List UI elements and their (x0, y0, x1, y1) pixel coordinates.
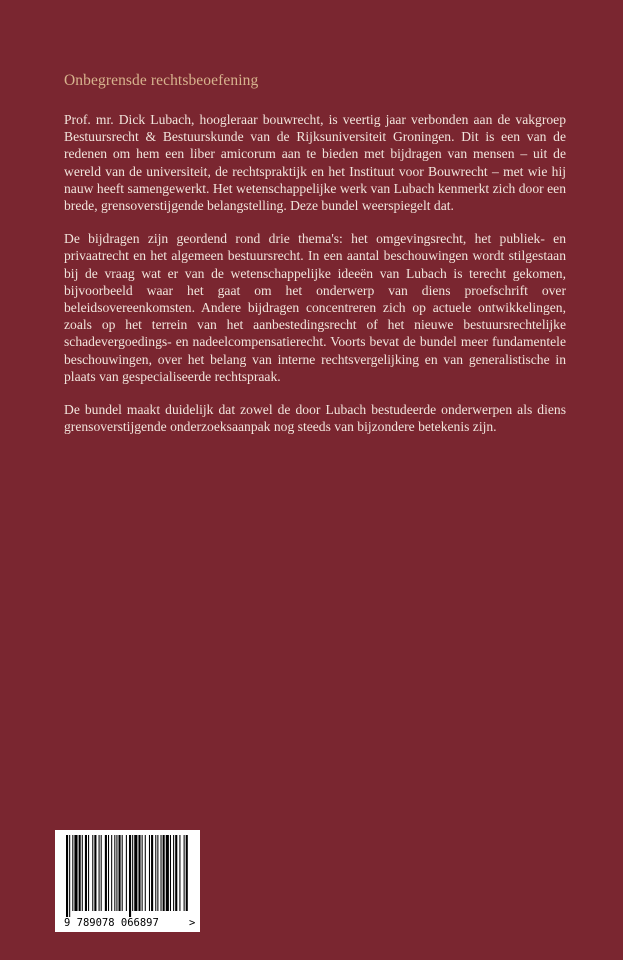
barcode-bar (72, 835, 73, 911)
barcode-bar (116, 835, 117, 911)
barcode-bar (151, 835, 153, 911)
barcode-bar (122, 835, 123, 911)
cover-title: Onbegrensde rechtsbeoefening (64, 72, 259, 89)
isbn-barcode (55, 830, 200, 932)
barcode-graphic (55, 830, 200, 932)
barcode-bar (79, 835, 81, 911)
barcode-bar (134, 835, 137, 911)
barcode-bar (111, 835, 112, 911)
barcode-bar (108, 835, 109, 911)
barcode-bar (186, 835, 188, 911)
barcode-bar (149, 835, 150, 911)
barcode-bar (170, 835, 171, 911)
barcode-bar (129, 835, 131, 917)
blurb-paragraph-3: De bundel maakt duidelijk dat zowel de door Lubach bestudeerde onderwerpen als diens grensoverstijgende onderzoeksaanpak nog steeds van bijzondere betekenis zijn. (64, 402, 566, 435)
barcode-digits: 9 789078 066897 (64, 917, 159, 929)
barcode-bar (101, 835, 102, 911)
barcode-bar (82, 835, 83, 911)
blurb (64, 111, 566, 451)
barcode-bar (142, 835, 143, 911)
barcode-bar (114, 835, 115, 911)
barcode-bar (66, 835, 68, 917)
barcode-bar (175, 835, 177, 911)
barcode-bar (166, 835, 169, 911)
barcode-bar (163, 835, 165, 911)
barcode-quiet-mark: > (189, 917, 196, 929)
barcode-bar (119, 835, 121, 911)
barcode-bar (99, 835, 100, 911)
barcode-bar (88, 835, 89, 911)
barcode-bar (74, 835, 77, 911)
barcode-bar (145, 835, 146, 911)
barcode-bar (92, 835, 93, 911)
barcode-bar (105, 835, 107, 911)
barcode-bar (85, 835, 87, 911)
barcode-bar (69, 835, 70, 917)
barcode-bar (179, 835, 180, 911)
blurb-paragraph-2: De bijdragen zijn geordend rond drie thema's: het omgevingsrecht, het publiek- en privaatrecht en het algemeen bestuursrecht. In een aantal beschouwingen wordt stilgestaan bij de vraag wat er van de wetenschappelijke ideeën van Lubach is terecht gekomen, bijvoorbeeld waar het gaat om het onderwerp van diens proefschrift over beleidsovereenkomsten. Andere bijdragen concentreren zich op actuele ontwikkelingen, zoals op het terrein van het aanbestedingsrecht of het nieuwe bestuursrechtelijke schadevergoedings- en nadeelcompensatierecht. Voorts bevat de bundel meer fundamentele beschouwingen, over het belang van interne rechtsvergelijking en van generalistische in plaats van gespecialiseerde rechtspraak. (64, 231, 566, 384)
barcode-bar (155, 835, 156, 911)
barcode-bar (184, 835, 185, 911)
barcode-bar (161, 835, 162, 911)
barcode-bar (132, 835, 133, 911)
barcode-bars (66, 835, 188, 917)
barcode-bar (173, 835, 174, 911)
barcode-bar (94, 835, 96, 911)
barcode-bar (157, 835, 158, 911)
barcode-bar (138, 835, 140, 911)
blurb-paragraph-1: Prof. mr. Dick Lubach, hoogleraar bouwrecht, is veertig jaar verbonden aan de vakgroep Bestuursrecht & Bestuurskunde van de Rijksuniversiteit Groningen. Dit is een van de redenen om hem een liber amicorum aan te bieden met bijdragen van mensen – uit de wereld van de universiteit, de rechtspraktijk en het Instituut voor Bouwrecht – met wie hij nauw heeft samengewerkt. Het wetenschappelijke werk van Lubach kenmerkt zich door een brede, grensoverstijgende belangstelling. Deze bundel weerspiegelt dat. (64, 112, 566, 214)
barcode-bar (126, 835, 127, 911)
